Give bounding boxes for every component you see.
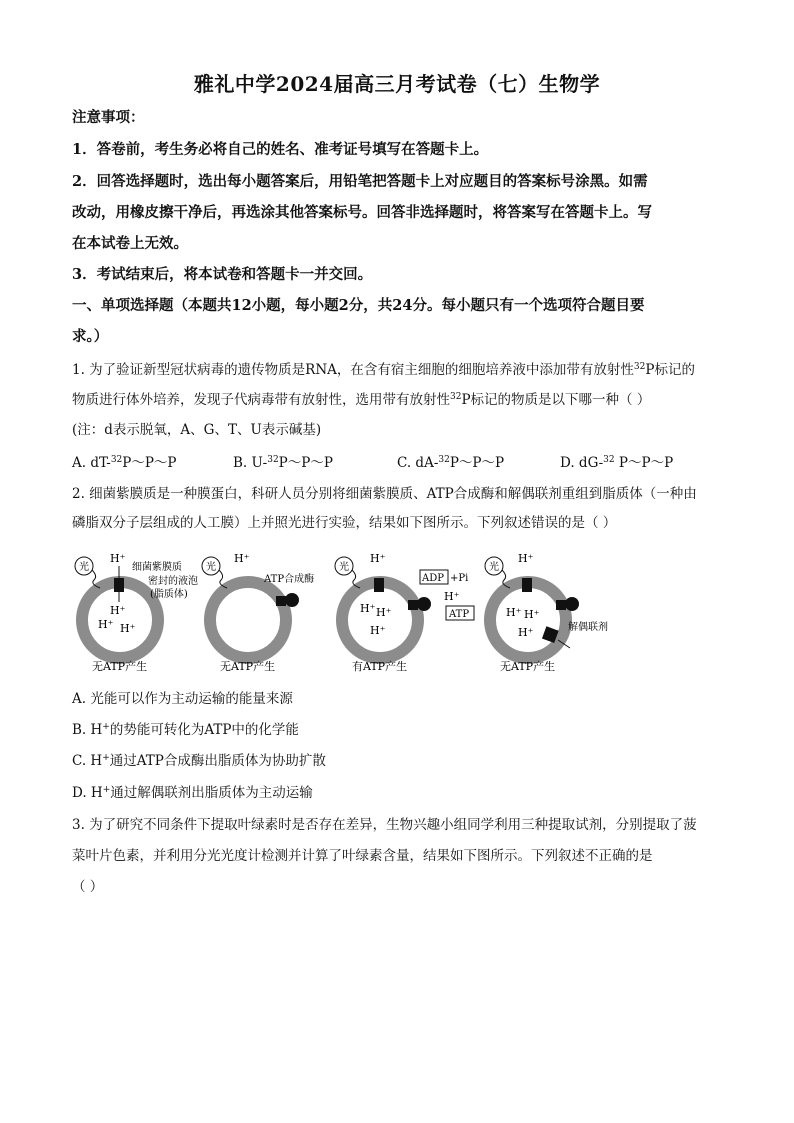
page-title: 雅礼中学2024届高三月考试卷（七）生物学 [193, 72, 601, 96]
hplus-label-1c: H⁺ [98, 618, 114, 631]
result-label-2: 无ATP产生 [220, 660, 276, 673]
panel-4 [485, 552, 608, 673]
panel-1 [75, 552, 198, 673]
result-label-4: 无ATP产生 [500, 660, 556, 673]
section-1-heading-line-1: 一、单项选择题（本题共12小题，每小题2分，共24分。每小题只有一个选项符合题目要 [72, 297, 645, 314]
q2-option-d-sup: + [102, 785, 111, 795]
question-1-note: (注：d表示脱氧，A、G、T、U表示碱基) [72, 422, 322, 438]
light-label-2: 光 [206, 562, 216, 573]
notice-item-3: 3．考试结束后，将本试卷和答题卡一并交回。 [72, 266, 373, 283]
q1-option-b-sup: 32 [267, 455, 279, 465]
question-3-line-3: （ ） [72, 879, 104, 895]
section-1-heading-line-2: 求。） [72, 328, 109, 345]
hplus-label-4b: H⁺ [506, 606, 522, 619]
atp-synthase-label: ATP合成酶 [264, 574, 315, 585]
vesicle-label-2: (脂质体) [150, 589, 188, 600]
liposome-1 [82, 582, 158, 658]
q1-option-d-post: P～P～P [614, 455, 674, 471]
question-3-line-1: 3. 为了研究不同条件下提取叶绿素时是否存在差异，生物兴趣小组同学利用三种提取试剂，分别提取了菠 [72, 817, 697, 833]
panel-3 [335, 552, 474, 673]
notice-item-2-line-2: 改动，用橡皮擦干净后，再选涂其他答案标号。回答非选择题时，将答案写在答题卡上。写 [72, 204, 652, 221]
liposome-3 [342, 582, 418, 658]
bacteriorhodopsin-3 [374, 578, 384, 592]
q2-option-c-post: 通过ATP合成酶出脂质体为协助扩散 [109, 753, 326, 769]
liposome-figure-svg [70, 548, 730, 678]
vesicle-label-1: 密封的液泡 [148, 576, 198, 587]
q2-option-d[interactable] [72, 783, 722, 803]
q2-option-b[interactable] [72, 720, 722, 740]
q1-option-c-pre: C. dA- [397, 455, 439, 471]
light-label-3: 光 [339, 562, 349, 573]
q1-option-b-post: P～P～P [278, 455, 333, 471]
hplus-label-1b: H⁺ [110, 604, 126, 617]
result-label-1: 无ATP产生 [92, 660, 148, 673]
q2-option-d-pre: D. H [72, 785, 103, 801]
notice-item-2-line-1: 2．回答选择题时，选出每小题答案后，用铅笔把答题卡上对应题目的答案标号涂黑。如需 [72, 173, 648, 190]
atp-synthase-stalk-4 [556, 600, 566, 610]
atp-synthase-head-4 [565, 597, 579, 611]
q1-option-c[interactable] [397, 451, 504, 471]
liposome-2 [210, 582, 286, 658]
q1-text-c: 物质进行体外培养，发现子代病毒带有放射性，选用带有放射性 [72, 392, 450, 408]
q1-option-a[interactable] [72, 451, 177, 471]
question-2-line-2: 磷脂双分子层组成的人工膜）上并照光进行实验，结果如下图所示。下列叙述错误的是（ ） [72, 515, 617, 531]
adp-label: ADP [422, 573, 444, 584]
q2-option-d-post: 通过解偶联剂出脂质体为主动运输 [110, 785, 313, 801]
q2-option-c-sup: + [102, 753, 110, 763]
hplus-label-3e: H⁺ [444, 590, 460, 603]
hplus-label-1a: H⁺ [110, 552, 126, 565]
question-1-line-1 [72, 360, 722, 380]
hplus-label-4d: H⁺ [518, 626, 534, 639]
q1-option-a-post: P～P～P [122, 455, 177, 471]
q1-text-d: P标记的物质是以下哪一种（ ） [461, 392, 651, 408]
light-label-4: 光 [489, 562, 499, 573]
q1-option-d[interactable] [560, 451, 673, 471]
notice-heading: 注意事项： [72, 109, 145, 126]
q2-option-a[interactable]: A. 光能可以作为主动运输的能量来源 [72, 691, 293, 707]
bacteriorhodopsin-1 [114, 578, 124, 592]
question-3-line-2: 菜叶片色素，并利用分光光度计检测并计算了叶绿素含量，结果如下图所示。下列叙述不正确的是 [72, 848, 653, 864]
uncoupler-label: 解偶联剂 [568, 622, 608, 633]
notice-item-1: 1．答卷前，考生务必将自己的姓名、准考证号填写在答题卡上。 [72, 141, 489, 158]
hplus-label-2: H⁺ [234, 552, 250, 565]
atp-synthase-head-2 [285, 593, 299, 607]
q2-option-c[interactable] [72, 751, 722, 771]
atp-label: ATP [449, 609, 470, 620]
hplus-label-3d: H⁺ [370, 624, 386, 637]
panel-2 [202, 552, 314, 673]
q2-option-b-sup: + [102, 722, 110, 732]
q2-option-b-pre: B. H [72, 722, 103, 738]
question-1-line-2 [72, 390, 722, 410]
q1-option-d-pre: D. dG- [560, 455, 604, 471]
q1-option-c-sup: 32 [438, 455, 450, 465]
hplus-label-3b: H⁺ [360, 602, 376, 615]
q1-sup-1: 32 [633, 362, 646, 372]
light-label-1: 光 [79, 562, 89, 573]
result-label-3: 有ATP产生 [352, 660, 408, 673]
q1-option-c-post: P～P～P [449, 455, 505, 471]
hplus-label-4c: H⁺ [524, 608, 540, 621]
q1-option-a-pre: A. dT- [72, 455, 111, 471]
q1-option-b-pre: B. U- [233, 455, 268, 471]
hplus-label-3a: H⁺ [370, 552, 386, 565]
q1-text-a: 1. 为了验证新型冠状病毒的遗传物质是RNA，在含有宿主细胞的细胞培养液中添加带有放射性 [72, 362, 634, 378]
q1-sup-2: 32 [450, 392, 462, 402]
bacterio-label: 细菌紫膜质 [132, 562, 182, 573]
q1-text-b: P标记的 [645, 362, 695, 378]
q2-option-c-pre: C. H [72, 753, 103, 769]
bacteriorhodopsin-4 [522, 578, 532, 592]
liposome-figure [70, 548, 730, 678]
q1-option-d-sup: 32 [603, 455, 615, 465]
atp-synthase-head-3 [417, 597, 431, 611]
q1-option-a-sup: 32 [110, 455, 123, 465]
atp-synthase-stalk-2 [276, 596, 286, 606]
hplus-label-3c: H⁺ [376, 606, 392, 619]
hplus-label-1d: H⁺ [120, 622, 136, 635]
q2-option-b-post: 的势能可转化为ATP中的化学能 [109, 722, 299, 738]
pi-label: +Pi [450, 573, 469, 584]
hplus-label-4a: H⁺ [518, 552, 534, 565]
notice-item-2-line-3: 在本试卷上无效。 [72, 235, 188, 252]
question-2-line-1: 2. 细菌紫膜质是一种膜蛋白，科研人员分别将细菌紫膜质、ATP合成酶和解偶联剂重组到脂质体（一种由 [72, 486, 697, 502]
q1-option-b[interactable] [233, 451, 333, 471]
atp-synthase-stalk-3 [408, 600, 418, 610]
